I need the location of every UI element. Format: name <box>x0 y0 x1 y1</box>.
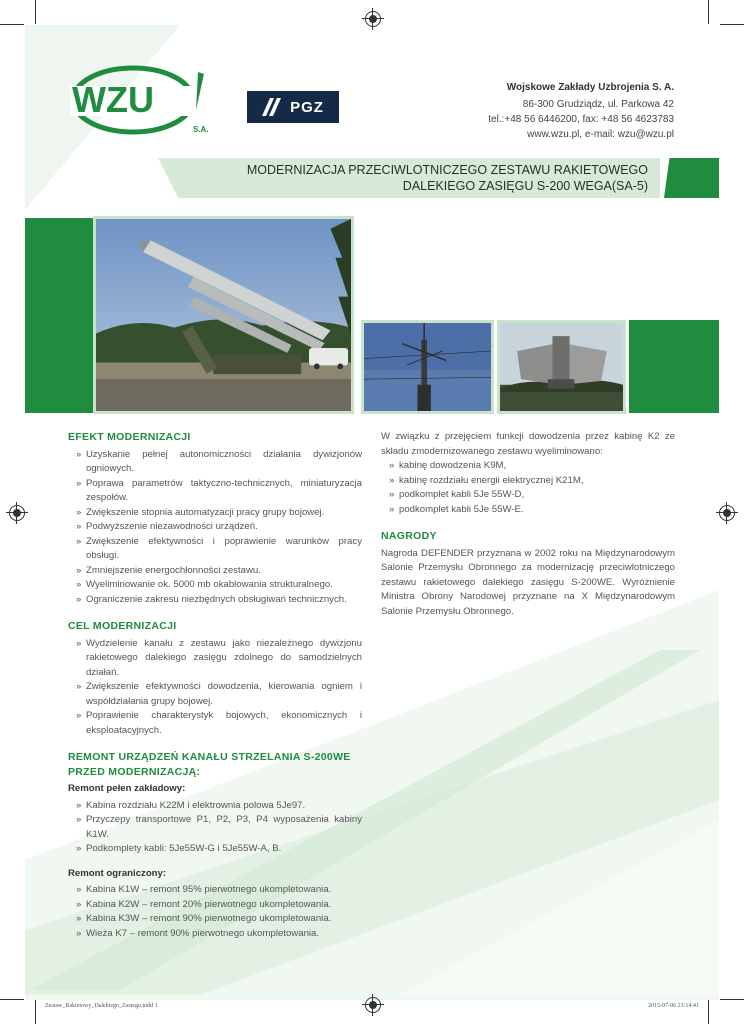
page-title-line2: DALEKIEGO ZASIĘGU S-200 WEGA(SA-5) <box>402 179 648 193</box>
list-item: » Poprawienie charakterystyk bojowych, ekonomicznych i eksploatacyjnych. <box>68 709 362 738</box>
company-phone: tel.:+48 56 6446200, fax: +48 56 4623783 <box>488 114 674 125</box>
registration-mark-icon <box>9 505 25 521</box>
remont-limited-label: Remont ograniczony: <box>68 867 167 879</box>
list-item: » Zwiększenie efektywności dowodzenia, kierowania ogniem i współdziałania grupy bojowej. <box>68 680 362 709</box>
replacement-list <box>381 459 675 517</box>
remont-full-list <box>68 799 362 857</box>
crop-mark <box>720 999 744 1000</box>
list-item: » podkomplet kabli 5Je 55W-E. <box>381 503 675 518</box>
company-web: www.wzu.pl, e-mail: wzu@wzu.pl <box>527 129 674 140</box>
pgz-logo-text: PGZ <box>290 98 324 116</box>
list-item: » kabinę dowodzenia K9M, <box>381 459 675 474</box>
list-item: » Uzyskanie pełnej autonomiczności działania dywizjonów ogniowych. <box>68 448 362 477</box>
list-item: » Kabina K3W – remont 90% pierwotnego ukompletowania. <box>68 912 362 927</box>
cel-heading: CEL MODERNIZACJI <box>68 620 177 632</box>
left-column <box>68 430 362 953</box>
list-item: » podkomplet kabli 5Je 55W-D, <box>381 488 675 503</box>
list-item: » Przyczepy transportowe P1, P2, P3, P4 wyposażenia kabiny K1W. <box>68 813 362 842</box>
list-item: » Wyeliminowanie ok. 5000 mb okablowania strukturalnego. <box>68 578 362 593</box>
list-item: » kabinę rozdziału energii elektrycznej K21M, <box>381 474 675 489</box>
cel-list <box>68 637 362 739</box>
pgz-mark-icon <box>262 98 284 116</box>
list-item: » Podkomplety kabli: 5Je55W-G i 5Je55W-A, B. <box>68 842 362 857</box>
crop-mark <box>708 1000 709 1024</box>
list-item: » Ograniczenie zakresu niezbędnych obsługiwań technicznych. <box>68 593 362 608</box>
list-item: » Zwiększenie efektywności i poprawienie warunków pracy obsługi. <box>68 535 362 564</box>
footer-file-name: Zestaw_Rakietowy_Dalekiego_Zasiegu.indd 1 <box>45 1003 158 1009</box>
wzu-logo-suffix: S.A. <box>193 125 209 134</box>
crop-mark <box>35 1000 36 1024</box>
remont-heading: REMONT URZĄDZEŃ KANAŁU STRZELANIA S-200WE PRZED MODERNIZACJĄ: <box>68 751 351 778</box>
cel-section <box>68 619 362 738</box>
replacement-intro: W związku z przejęciem funkcji dowodzenia przez kabinę K2 ze składu zmodernizowanego zestawu wyeliminowano: <box>381 431 675 457</box>
page-title <box>247 162 648 194</box>
wzu-logo <box>70 62 220 142</box>
missile-launcher-photo <box>93 216 354 414</box>
wzu-logo-text: WZU <box>72 79 154 120</box>
list-item: » Kabina K1W – remont 95% pierwotnego ukompletowania. <box>68 883 362 898</box>
company-name: Wojskowe Zakłady Uzbrojenia S. A. <box>506 82 674 93</box>
list-item: » Wieża K7 – remont 90% pierwotnego ukompletowania. <box>68 927 362 942</box>
registration-mark-icon <box>365 11 381 27</box>
radar-dish-photo <box>497 320 626 414</box>
crop-mark <box>35 0 36 24</box>
list-item: » Zmniejszenie energochłonności zestawu. <box>68 564 362 579</box>
company-address: 86-300 Grudziądz, ul. Parkowa 42 <box>522 99 674 110</box>
list-item: » Zwiększenie stopnia automatyzacji pracy grupy bojowej. <box>68 506 362 521</box>
registration-mark-icon <box>719 505 735 521</box>
pgz-logo <box>247 91 339 123</box>
crop-mark <box>708 0 709 24</box>
company-address-block <box>488 80 674 142</box>
list-item: » Podwyższenie niezawodności urządzeń. <box>68 520 362 535</box>
right-column <box>381 430 675 631</box>
efekt-heading: EFEKT MODERNIZACJI <box>68 431 191 443</box>
antenna-mast-photo <box>361 320 494 414</box>
list-item: » Kabina K2W – remont 20% pierwotnego ukompletowania. <box>68 898 362 913</box>
efekt-section <box>68 430 362 607</box>
green-accent-right <box>629 320 719 413</box>
nagrody-heading: NAGRODY <box>381 530 437 542</box>
crop-mark <box>0 999 24 1000</box>
list-item: » Kabina rozdziału K22M i elektrownia polowa 5Je97. <box>68 799 362 814</box>
efekt-list <box>68 448 362 608</box>
nagrody-section <box>381 529 675 619</box>
registration-mark-icon <box>365 997 381 1013</box>
title-accent-block <box>664 158 719 198</box>
remont-limited-list <box>68 883 362 941</box>
page-title-line1: MODERNIZACJA PRZECIWLOTNICZEGO ZESTAWU RAKIETOWEGO <box>246 163 648 177</box>
footer-date: 2015-07-06 23:14:41 <box>648 1003 699 1009</box>
list-item: » Wydzielenie kanału z zestawu jako niezależnego dywizjonu rakietowego dalekiego zasięgu zdolnego do samodzielnych działań. <box>68 637 362 681</box>
remont-full-label: Remont pełen zakładowy: <box>68 783 186 794</box>
replacement-section <box>381 430 675 517</box>
nagrody-text: Nagroda DEFENDER przyznana w 2002 roku na Międzynarodowym Salonie Przemysłu Obronnego za modernizację przeciwlotniczego zestawu rakietowego dalekiego zasięgu S-200WE. Wyróżnienie Ministra Obrony Narodowej przyznane na X Międzynarodowym Salonie Przemysłu Obronnego. <box>381 547 675 617</box>
crop-mark <box>0 24 24 25</box>
remont-section <box>68 750 362 941</box>
list-item: » Poprawa parametrów taktyczno-technicznych, miniaturyzacja zespołów. <box>68 477 362 506</box>
crop-mark <box>720 24 744 25</box>
